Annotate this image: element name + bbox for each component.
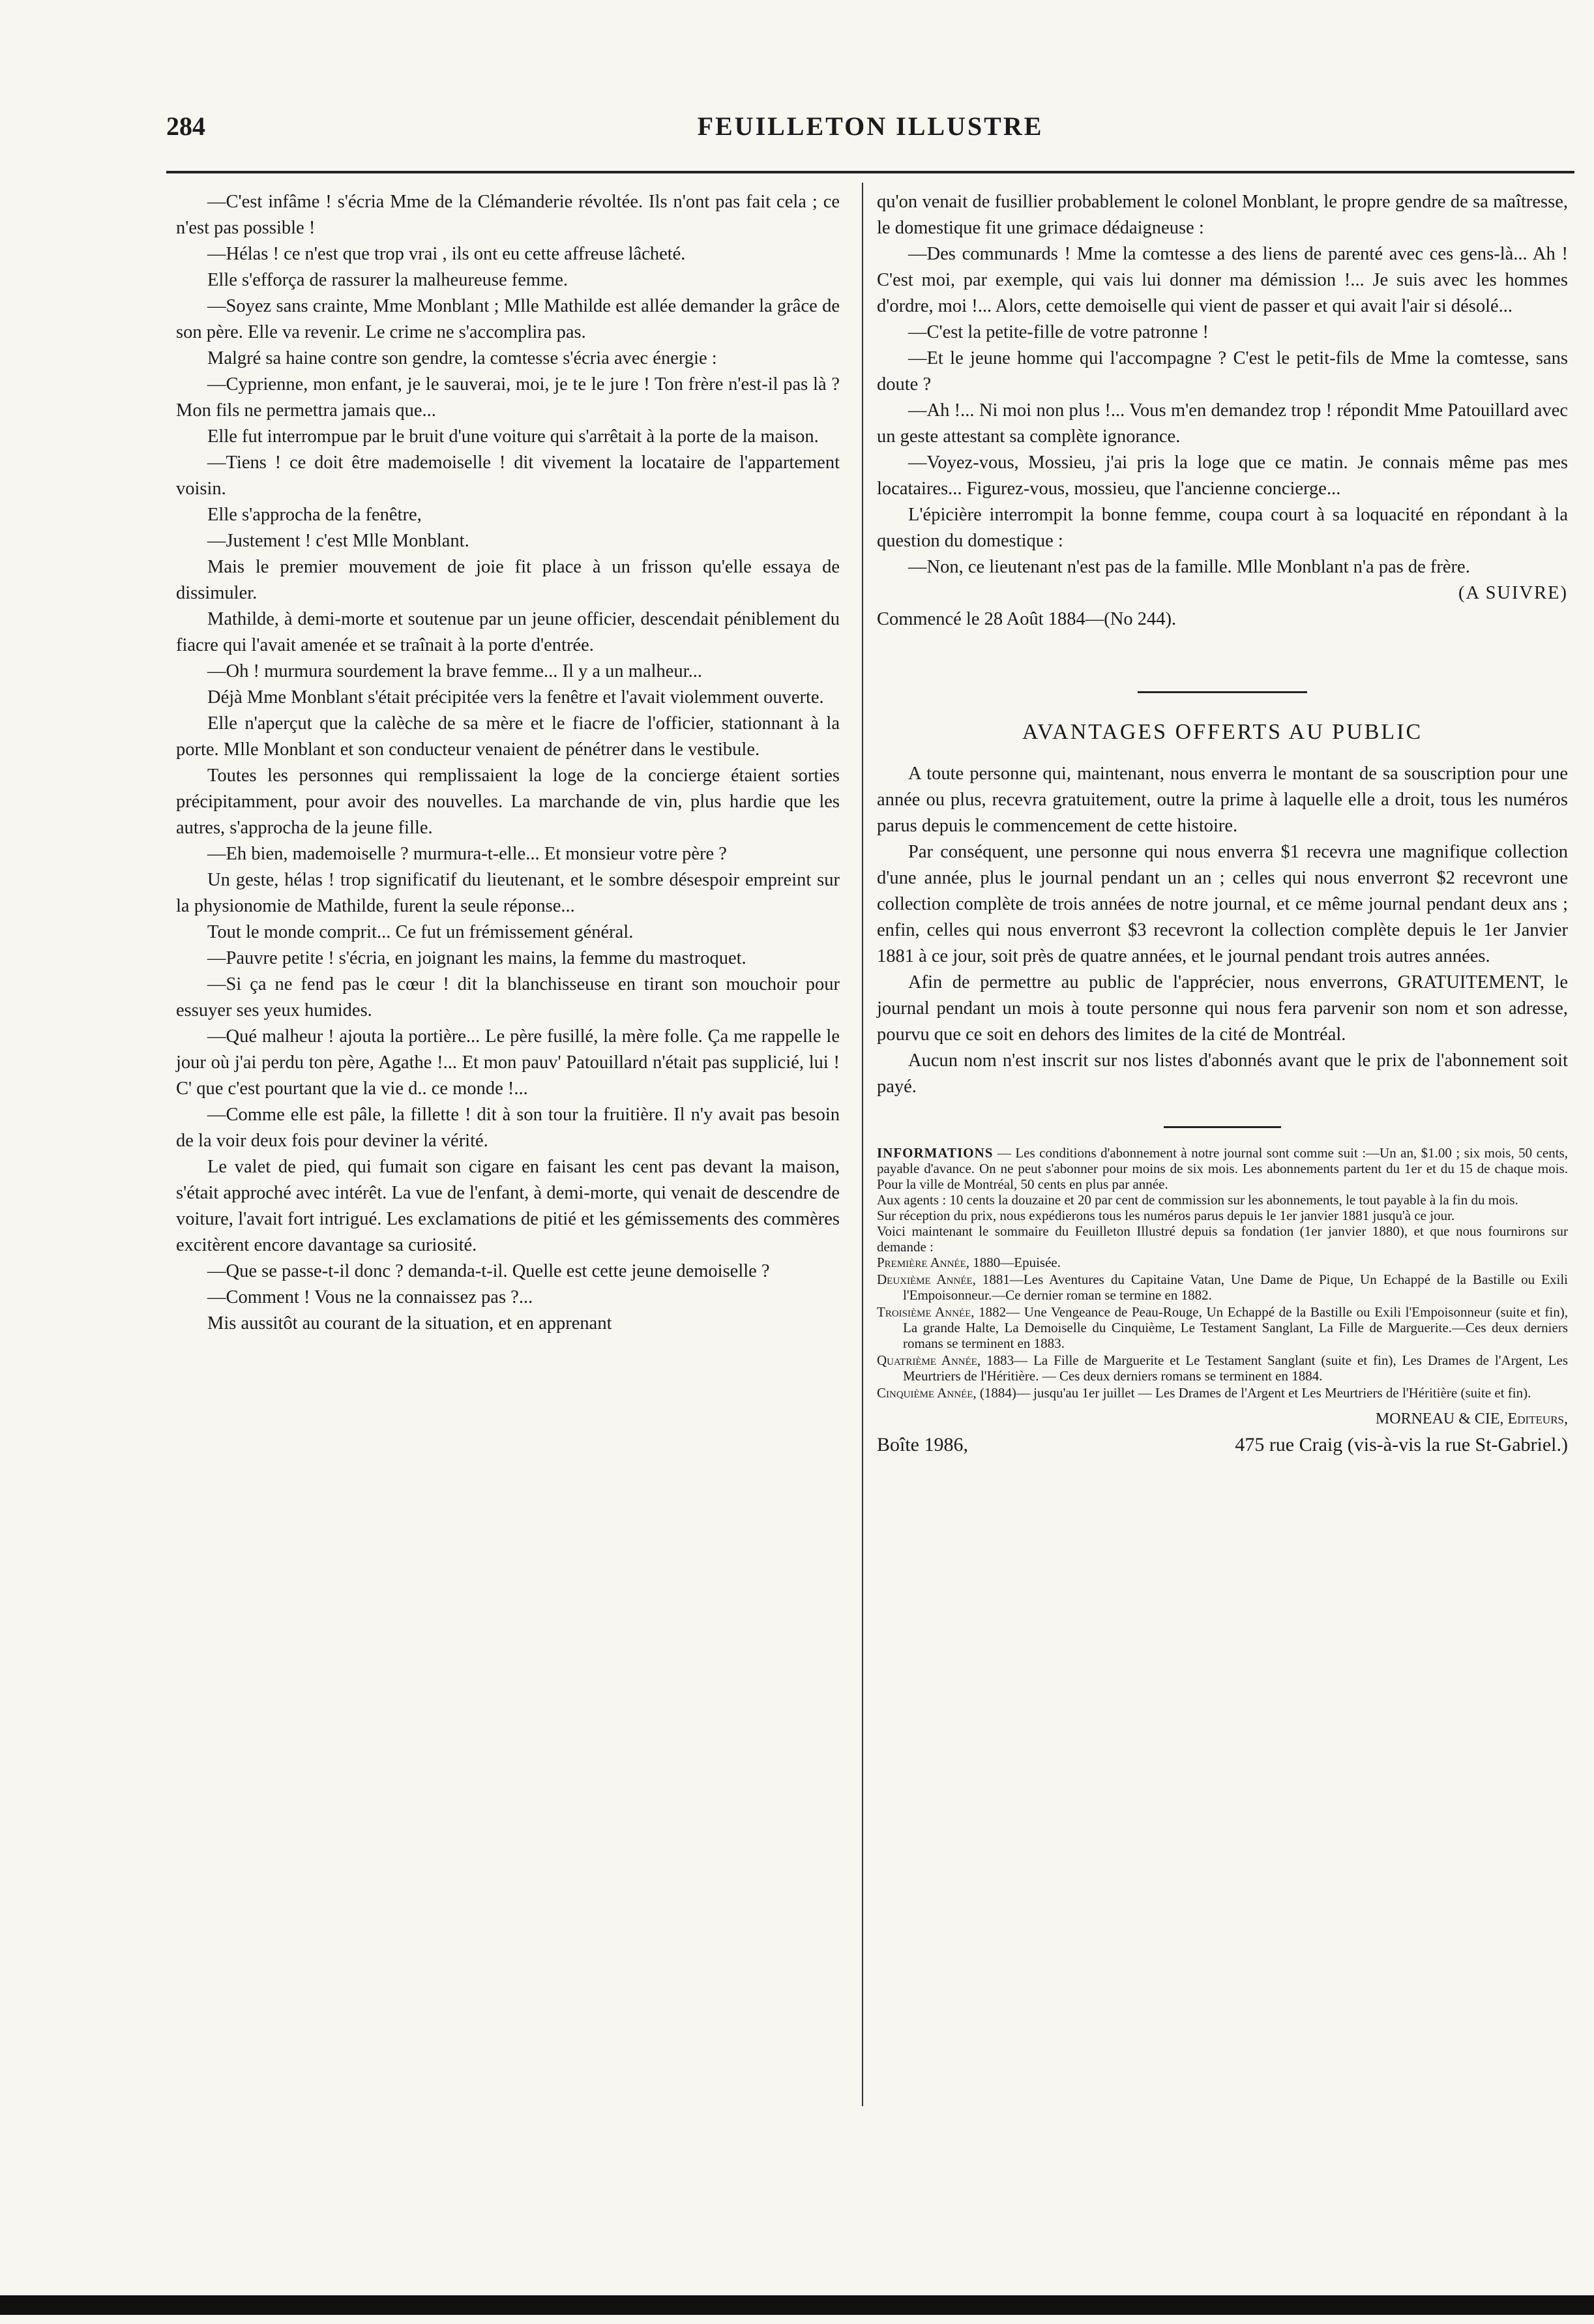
header-rule — [166, 171, 1574, 173]
year-text: (1884)— jusqu'au 1er juillet — Les Drames de l'Argent et Les Meurtriers de l'Héritière (suite et fin). — [979, 1385, 1531, 1401]
year-label: Première Année, — [877, 1255, 970, 1270]
paragraph: —Eh bien, mademoiselle ? murmura-t-elle... Et monsieur votre père ? — [207, 844, 727, 864]
avantages-paragraph: Aucun nom n'est inscrit sur nos listes d'abonnés avant que le prix de l'abonnement soit payé. — [877, 1050, 1568, 1097]
paragraph: —Soyez sans crainte, Mme Monblant ; Mlle Mathilde est allée demander la grâce de son père. Elle va revenir. Le crime ne s'accomplira pas. — [176, 296, 840, 342]
page-header — [166, 111, 1574, 156]
publisher: MORNEAU & CIE, Editeurs, — [1375, 1410, 1568, 1427]
paragraph: —Et le jeune homme qui l'accompagne ? C'est le petit-fils de Mme la comtesse, sans doute ? — [877, 348, 1568, 395]
paragraph: Mathilde, à demi-morte et soutenue par un jeune officier, descendait péniblement du fiacre qui l'avait amenée et se traînait à la porte d'entrée. — [176, 609, 840, 655]
info-rule — [1164, 1126, 1281, 1128]
page-number: 284 — [166, 112, 205, 141]
paragraph: Elle n'aperçut que la calèche de sa mère et le fiacre de l'officier, stationnant à la porte. Mlle Monblant et son conducteur venaient de pénétrer dans le vestibule. — [176, 713, 840, 760]
commence-note: Commencé le 28 Août 1884—(No 244). — [877, 609, 1177, 629]
year-entry — [877, 1385, 1568, 1401]
paragraph: Elle s'approcha de la fenêtre, — [207, 505, 422, 525]
po-box: Boîte 1986, — [877, 1434, 968, 1455]
informations-block — [877, 1145, 1568, 1427]
paragraph: —Tiens ! ce doit être mademoiselle ! dit vivement la locataire de l'appartement voisin. — [176, 453, 840, 499]
running-title: FEUILLETON ILLUSTRE — [697, 112, 1044, 141]
informations-text: — Les conditions d'abonnement à notre journal sont comme suit :—Un an, $1.00 ; six mois, 50 cents, payable d'avance. On ne peut s'abonner pour moins de six mois. Les abonnements partent du 1er et du 15 de chaque mois. Pour la ville de Montréal, 50 cents en plus par année. — [877, 1145, 1569, 1192]
year-label: Cinquième Année, — [877, 1385, 977, 1401]
year-label: Quatrième Année, — [877, 1352, 981, 1368]
column-divider — [862, 183, 863, 2106]
year-text: 1881—Les Aventures du Capitaine Vatan, Une Dame de Pique, Un Echappé de la Bastille ou Exili l'Empoisonneur.—Ce dernier roman se termine en 1882. — [903, 1272, 1568, 1303]
paragraph: —Pauvre petite ! s'écria, en joignant les mains, la femme du mastroquet. — [207, 948, 746, 968]
paragraph: —Cyprienne, mon enfant, je le sauverai, moi, je te le jure ! Ton frère n'est-il pas là ? Mon fils ne permettra jamais que... — [176, 374, 840, 421]
scan-edge-bar — [0, 2295, 1594, 2315]
paragraph: —Voyez-vous, Mossieu, j'ai pris la loge que ce matin. Je connais même pas mes locataires... Figurez-vous, mossieu, que l'ancienne concierge... — [877, 453, 1568, 499]
paragraph: —Justement ! c'est Mlle Monblant. — [207, 531, 469, 551]
paragraph: —C'est la petite-fille de votre patronne ! — [908, 322, 1209, 342]
publisher-address-line — [877, 1432, 1568, 1458]
year-entry — [877, 1272, 1568, 1303]
paragraph: Déjà Mme Monblant s'était précipitée vers la fenêtre et l'avait violemment ouverte. — [207, 687, 824, 708]
paragraph: Malgré sa haine contre son gendre, la comtesse s'écria avec énergie : — [207, 348, 717, 368]
year-text: 1883— La Fille de Marguerite et Le Testament Sanglant (suite et fin), Les Drames de l'Argent, Les Meurtriers de l'Héritière. — Ces deux derniers romans se terminent en 1884. — [903, 1352, 1568, 1384]
paragraph: —Comme elle est pâle, la fillette ! dit à son tour la fruitière. Il n'y avait pas besoin de la voir deux fois pour deviner la vérité. — [176, 1105, 840, 1151]
year-label: Deuxième Année, — [877, 1272, 976, 1287]
year-label: Troisième Année, — [877, 1304, 975, 1320]
paragraph: Elle fut interrompue par le bruit d'une voiture qui s'arrêtait à la porte de la maison. — [207, 426, 819, 447]
informations-agents: Aux agents : 10 cents la douzaine et 20 par cent de commission sur les abonnements, le tout payable à la fin du mois. — [877, 1192, 1518, 1208]
paragraph: —C'est infâme ! s'écria Mme de la Clémanderie révoltée. Ils n'ont pas fait cela ; ce n'est pas possible ! — [176, 192, 840, 238]
paragraph: Toutes les personnes qui remplissaient la loge de la concierge étaient sorties précipitamment, pour avoir des nouvelles. La marchande de vin, plus hardie que les autres, s'approcha de la jeune fille. — [176, 766, 840, 838]
year-text: 1882— Une Vengeance de Peau-Rouge, Un Echappé de la Bastille ou Exili l'Empoisonneur (suite et fin), La grande Halte, La Demoiselle du Cinquième, Le Testament Sanglant, La Fille de Marguerite.—Ces deux derniers romans se terminent en 1883. — [903, 1304, 1569, 1351]
paragraph: —Hélas ! ce n'est que trop vrai , ils ont eu cette affreuse lâcheté. — [207, 244, 686, 264]
avantages-paragraph: Afin de permettre au public de l'apprécier, nous enverrons, GRATUITEMENT, le journal pendant un mois à toute personne qui nous fera parvenir son nom et son adresse, pourvu que ce soit en dehors des limites de la cité de Montréal. — [877, 972, 1568, 1045]
paragraph: Le valet de pied, qui fumait son cigare en faisant les cent pas devant la maison, s'était approché avec intérêt. La vue de l'enfant, à demi-morte, qui venait de descendre de voiture, l'avait fort intrigué. Les exclamations de pitié et les gémissements des commères excitèrent encore davantage sa curiosité. — [176, 1157, 840, 1255]
year-entry — [877, 1255, 1568, 1270]
paragraph: Elle s'efforça de rassurer la malheureuse femme. — [207, 270, 568, 290]
paragraph: —Comment ! Vous ne la connaissez pas ?... — [207, 1287, 533, 1307]
paragraph: Un geste, hélas ! trop significatif du lieutenant, et le sombre désespoir empreint sur la physionomie de Mathilde, furent la seule réponse... — [176, 870, 840, 916]
street-address: 475 rue Craig (vis-à-vis la rue St-Gabriel.) — [1235, 1434, 1568, 1455]
paragraph: —Ah !... Ni moi non plus !... Vous m'en demandez trop ! répondit Mme Patouillard avec un geste attestant sa complète ignorance. — [877, 400, 1568, 447]
year-entry — [877, 1352, 1568, 1384]
informations-label: INFORMATIONS — [877, 1145, 994, 1161]
paragraph: —Non, ce lieutenant n'est pas de la famille. Mlle Monblant n'a pas de frère. — [908, 557, 1470, 577]
paragraph: Mais le premier mouvement de joie fit place à un frisson qu'elle essaya de dissimuler. — [176, 557, 840, 603]
paragraph: Tout le monde comprit... Ce fut un frémissement général. — [207, 922, 634, 942]
left-column — [176, 189, 840, 1337]
informations-sommaire: Voici maintenant le sommaire du Feuilleton Illustré depuis sa fondation (1er janvier 1880), et que nous fournirons sur demande : — [877, 1223, 1568, 1255]
paragraph: —Si ça ne fend pas le cœur ! dit la blanchisseuse en tirant son mouchoir pour essuyer ses yeux humides. — [176, 974, 840, 1020]
paragraph-continuation: qu'on venait de fusillier probablement le colonel Monblant, le propre gendre de sa maîtresse, le domestique fit une grimace dédaigneuse : — [877, 192, 1568, 238]
section-rule — [1138, 691, 1307, 693]
paragraph: —Des communards ! Mme la comtesse a des liens de parenté avec ces gens-là... Ah ! C'est moi, par exemple, qui vais lui donner ma démission !... Je suis avec les hommes d'ordre, moi !... Alors, cette demoiselle qui vient de passer et qui avait l'air si désolé... — [877, 244, 1568, 316]
right-column — [877, 189, 1568, 1458]
section-title: AVANTAGES OFFERTS AU PUBLIC — [1022, 720, 1423, 744]
paragraph: —Oh ! murmura sourdement la brave femme... Il y a un malheur... — [207, 661, 702, 681]
year-entry — [877, 1304, 1568, 1351]
avantages-paragraph: Par conséquent, une personne qui nous enverra $1 recevra une magnifique collection d'une année, plus le journal pendant un an ; celles qui nous enverront $2 recevront une collection complète de trois années de notre journal, et ce même journal pendant deux ans ; enfin, celles qui nous enverront $3 recevront la collection complète depuis le 1er Janvier 1881 à ce jour, soit près de quatre années, et le journal pendant trois autres années. — [877, 842, 1568, 966]
informations-reception: Sur réception du prix, nous expédierons tous les numéros parus depuis le 1er janvier 1881 jusqu'à ce jour. — [877, 1208, 1455, 1223]
paragraph: L'épicière interrompit la bonne femme, coupa court à sa loquacité en répondant à la question du domestique : — [877, 505, 1568, 551]
a-suivre-note: (A SUIVRE) — [1458, 583, 1568, 603]
paragraph: Mis aussitôt au courant de la situation, et en apprenant — [207, 1313, 612, 1333]
avantages-paragraph: A toute personne qui, maintenant, nous enverra le montant de sa souscription pour une année ou plus, recevra gratuitement, outre la prime à laquelle elle a droit, tous les numéros parus depuis le commencement de cette histoire. — [877, 764, 1568, 836]
paragraph: —Que se passe-t-il donc ? demanda-t-il. Quelle est cette jeune demoiselle ? — [207, 1261, 770, 1281]
year-text: 1880—Epuisée. — [973, 1255, 1061, 1270]
informations-conditions — [877, 1145, 1568, 1192]
paragraph: —Qué malheur ! ajouta la portière... Le père fusillé, la mère folle. Ça me rappelle le jour où j'ai perdu ton père, Agathe !... Et mon pauv' Patouillard n'était pas supplicié, lui ! C' que c'est pourtant que la vie d.. ce monde !... — [176, 1026, 840, 1099]
